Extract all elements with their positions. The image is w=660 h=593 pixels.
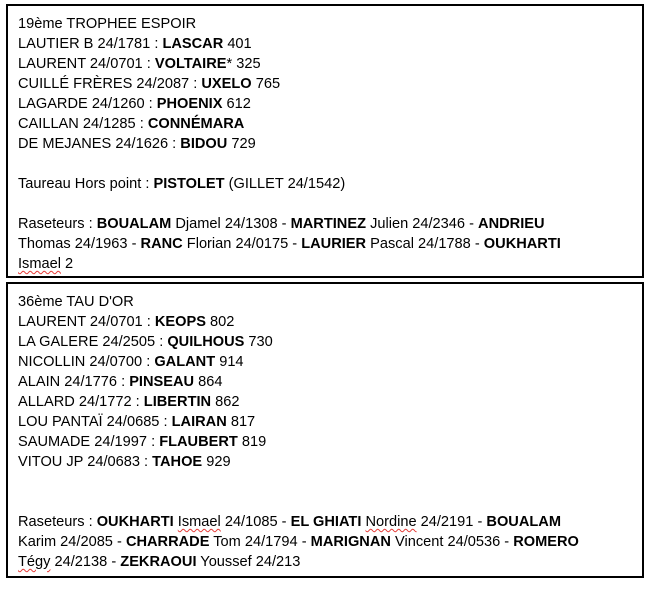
- raseteur-last: CHARRADE: [125, 534, 210, 550]
- raseteur-separator: -: [111, 554, 117, 570]
- entry-code: 24/0683: [87, 454, 140, 470]
- entry-code: 24/0685: [106, 414, 160, 430]
- raseteur-first: Thomas: [18, 236, 71, 252]
- entry-score: 730: [248, 334, 273, 350]
- raseteur-last: EL GHIATI: [290, 514, 362, 530]
- entry-separator: :: [146, 354, 151, 370]
- raseteur-first: Tégy: [18, 554, 51, 570]
- spacer: [18, 472, 632, 512]
- raseteur-last: ROMERO: [513, 534, 579, 550]
- trophee-title: 19ème TROPHEE ESPOIR: [18, 16, 197, 32]
- entry-code: 24/0701: [89, 56, 143, 72]
- hors-point-label: Taureau Hors point :: [18, 176, 150, 192]
- raseteur-separator: -: [504, 534, 510, 550]
- entry-owner: LA GALERE: [18, 334, 99, 350]
- entry-score: 765: [255, 76, 281, 92]
- raseteur-separator: -: [292, 236, 298, 252]
- raseteur-last: LAURIER: [301, 236, 367, 252]
- raseteur-first: Karim: [18, 534, 57, 550]
- raseteur-code: 24/2138: [54, 554, 108, 570]
- raseteurs-label: Raseteurs :: [18, 514, 93, 530]
- entry-code: 24/2505: [102, 334, 156, 350]
- entry-owner: SAUMADE: [18, 434, 91, 450]
- entry-code: 24/1997: [94, 434, 147, 450]
- raseteur-last: BOUALAM: [96, 216, 172, 232]
- trophee-entry: [18, 114, 632, 134]
- entry-owner: LAUTIER B: [18, 36, 94, 52]
- raseteur-code: 24/1963: [74, 236, 128, 252]
- raseteur-separator: -: [131, 236, 137, 252]
- entry-score: 401: [227, 36, 252, 52]
- entry-bull: LASCAR: [162, 36, 224, 52]
- tau-dor-box: [6, 282, 644, 578]
- raseteur-code: 24/1788: [418, 236, 471, 252]
- entry-owner: LAURENT: [18, 314, 86, 330]
- raseteur-last: OUKHARTI: [96, 514, 174, 530]
- raseteur-separator: -: [477, 514, 483, 530]
- tau-dor-raseteurs: [18, 512, 632, 572]
- entry-owner: NICOLLIN: [18, 354, 86, 370]
- entry-bull: QUILHOUS: [167, 334, 245, 350]
- entry-bull: GALANT: [154, 354, 216, 370]
- entry-separator: :: [163, 414, 168, 430]
- entry-separator: :: [121, 374, 126, 390]
- raseteur-last: BOUALAM: [486, 514, 561, 530]
- raseteur-first: Julien: [370, 216, 409, 232]
- tau-dor-entry: [18, 432, 632, 452]
- entry-owner: VITOU JP: [18, 454, 84, 470]
- entry-separator: :: [144, 454, 149, 470]
- entry-owner: CAILLAN: [18, 116, 79, 132]
- raseteur-code: 2: [65, 256, 74, 272]
- entry-code: 24/1285: [82, 116, 136, 132]
- entry-score: 819: [241, 434, 267, 450]
- trophee-espoir-box: [6, 4, 644, 278]
- entry-bull: KEOPS: [154, 314, 206, 330]
- entry-bull: PINSEAU: [129, 374, 195, 390]
- entry-owner: ALLARD: [18, 394, 75, 410]
- entry-code: 24/1781: [97, 36, 151, 52]
- raseteur-separator: -: [281, 514, 287, 530]
- raseteur-code: 24/213: [255, 554, 301, 570]
- entry-code: 24/1776: [64, 374, 118, 390]
- raseteur-first: Florian: [186, 236, 232, 252]
- raseteur-last: MARTINEZ: [290, 216, 366, 232]
- raseteur-first: Pascal: [370, 236, 414, 252]
- tau-dor-title: 36ème TAU D'OR: [18, 294, 134, 310]
- entry-separator: :: [146, 314, 151, 330]
- entry-owner: DE MEJANES: [18, 136, 112, 152]
- entry-code: 24/0700: [89, 354, 143, 370]
- raseteur-last: OUKHARTI: [483, 236, 561, 252]
- entry-score: 612: [226, 96, 251, 112]
- raseteur-code: 24/2085: [60, 534, 113, 550]
- entry-score: 817: [230, 414, 256, 430]
- raseteur-first: Ismael: [177, 514, 221, 530]
- raseteur-last: ZEKRAOUI: [120, 554, 197, 570]
- raseteurs-label: Raseteurs :: [18, 216, 93, 232]
- entry-bull: TAHOE: [152, 454, 203, 470]
- entry-owner: LAGARDE: [18, 96, 88, 112]
- trophee-entry: [18, 54, 632, 74]
- entry-separator: :: [135, 394, 140, 410]
- raseteur-code: 24/2191: [420, 514, 474, 530]
- tau-dor-entry: [18, 312, 632, 332]
- entry-code: 24/0701: [89, 314, 143, 330]
- entry-score: 929: [206, 454, 231, 470]
- raseteur-first: Ismael: [18, 256, 61, 272]
- raseteur-code: 24/1308: [224, 216, 278, 232]
- entry-owner: LAURENT: [18, 56, 86, 72]
- raseteur-code: 24/0175: [235, 236, 289, 252]
- raseteur-separator: -: [301, 534, 307, 550]
- entry-separator: :: [193, 76, 198, 92]
- raseteur-code: 24/0536: [447, 534, 501, 550]
- raseteur-first: Djamel: [175, 216, 221, 232]
- trophee-raseteurs: [18, 214, 632, 274]
- tau-dor-entry: [18, 372, 632, 392]
- raseteur-code: 24/1794: [244, 534, 298, 550]
- raseteur-first: Vincent: [394, 534, 444, 550]
- raseteur-last: ANDRIEU: [478, 216, 545, 232]
- tau-dor-entry: [18, 452, 632, 472]
- raseteur-first: Nordine: [365, 514, 417, 530]
- entry-score: 862: [215, 394, 240, 410]
- entry-owner: CUILLÉ FRÈRES: [18, 76, 133, 92]
- raseteur-first: Tom: [213, 534, 241, 550]
- trophee-entry: [18, 74, 632, 94]
- entry-code: 24/1260: [91, 96, 145, 112]
- entry-separator: :: [148, 96, 153, 112]
- entry-bull: LAIRAN: [171, 414, 227, 430]
- raseteur-separator: -: [117, 534, 122, 550]
- raseteur-code: 24/2346: [412, 216, 466, 232]
- tau-dor-entry: [18, 352, 632, 372]
- entry-code: 24/1626: [115, 136, 169, 152]
- tau-dor-entry: [18, 412, 632, 432]
- trophee-entry: [18, 134, 632, 154]
- hors-point-bull: PISTOLET: [153, 176, 225, 192]
- raseteur-separator: -: [281, 216, 287, 232]
- entry-code: 24/1772: [78, 394, 132, 410]
- hors-point-line: [18, 174, 632, 194]
- trophee-entry: [18, 34, 632, 54]
- entry-bull: CONNÉMARA: [147, 116, 245, 132]
- entry-score: 914: [219, 354, 244, 370]
- entry-separator: :: [151, 434, 156, 450]
- entry-bull: FLAUBERT: [159, 434, 238, 450]
- spacer: [18, 194, 632, 214]
- raseteur-code: 24/1085: [224, 514, 278, 530]
- entry-separator: :: [139, 116, 144, 132]
- entry-separator: :: [172, 136, 177, 152]
- trophee-entry: [18, 94, 632, 114]
- entry-bull: BIDOU: [180, 136, 228, 152]
- entry-score: 325: [236, 56, 261, 72]
- entry-bull: VOLTAIRE: [154, 56, 227, 72]
- entry-separator: :: [154, 36, 159, 52]
- entry-bull: PHOENIX: [156, 96, 223, 112]
- raseteur-separator: -: [474, 236, 480, 252]
- raseteur-last: MARIGNAN: [310, 534, 391, 550]
- hors-point-detail: (GILLET 24/1542): [228, 176, 346, 192]
- raseteur-last: RANC: [140, 236, 183, 252]
- entry-owner: LOU PANTAÏ: [18, 414, 103, 430]
- spacer: [18, 154, 632, 174]
- entry-separator: :: [146, 56, 151, 72]
- tau-dor-entry: [18, 332, 632, 352]
- entry-owner: ALAIN: [18, 374, 61, 390]
- tau-dor-entry: [18, 392, 632, 412]
- entry-code: 24/2087: [136, 76, 190, 92]
- raseteur-first: Youssef: [200, 554, 252, 570]
- entry-score: 729: [231, 136, 256, 152]
- entry-asterisk: *: [226, 56, 233, 72]
- entry-bull: LIBERTIN: [143, 394, 212, 410]
- entry-score: 864: [198, 374, 223, 390]
- entry-separator: :: [159, 334, 164, 350]
- entry-bull: UXELO: [201, 76, 252, 92]
- raseteur-separator: -: [469, 216, 474, 232]
- entry-score: 802: [210, 314, 235, 330]
